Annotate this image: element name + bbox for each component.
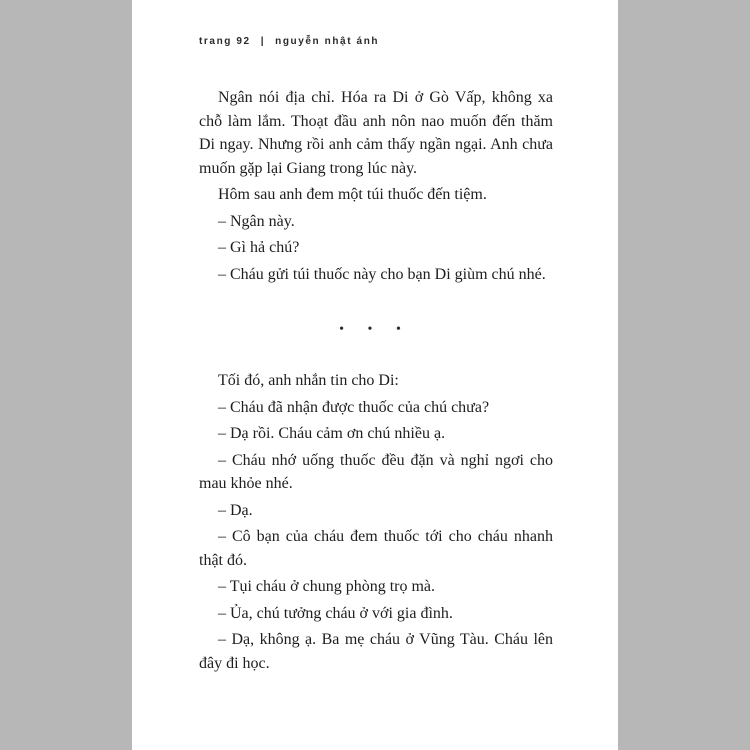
page-number-label: trang 92 [199,36,251,47]
paragraph: – Cháu nhớ uống thuốc đều đặn và nghỉ ngơi cho mau khỏe nhé. [199,451,553,492]
paragraph: – Ủa, chú tưởng cháu ở với gia đình. [218,604,453,622]
paragraph: – Dạ. [218,501,253,519]
book-page [132,0,618,750]
paragraph: – Cháu đã nhận được thuốc của chú chưa? [218,398,490,416]
paragraph: – Gì hả chú? [218,239,300,256]
paragraph: – Dạ, không ạ. Ba mẹ cháu ở Vũng Tàu. Cháu lên đây đi học. [199,631,553,672]
section-break-ornament: • • • [339,322,411,337]
running-head [199,36,379,47]
paragraph: – Cô bạn của cháu đem thuốc tới cho cháu nhanh thật đó. [199,528,553,569]
paragraph: – Dạ rồi. Cháu cảm ơn chú nhiều ạ. [218,425,446,442]
paragraph: – Ngân này. [218,212,295,230]
text-block-1 [199,86,553,289]
paragraph: Ngân nói địa chỉ. Hóa ra Di ở Gò Vấp, không xa chỗ làm lắm. Thoạt đầu anh nôn nao muốn đến thăm Di ngay. Nhưng rồi anh cảm thấy ngần ngại. Anh chưa muốn gặp lại Giang trong lúc này. [199,89,553,177]
paragraph: – Tụi cháu ở chung phòng trọ mà. [218,578,436,595]
paragraph: Hôm sau anh đem một túi thuốc đến tiệm. [218,186,487,203]
paragraph: Tối đó, anh nhắn tin cho Di: [218,372,399,389]
author-name: nguyễn nhật ánh [275,36,380,47]
header-separator: | [260,36,266,47]
paragraph: – Cháu gửi túi thuốc này cho bạn Di giùm chú nhé. [218,265,546,283]
text-block-2 [199,369,553,678]
